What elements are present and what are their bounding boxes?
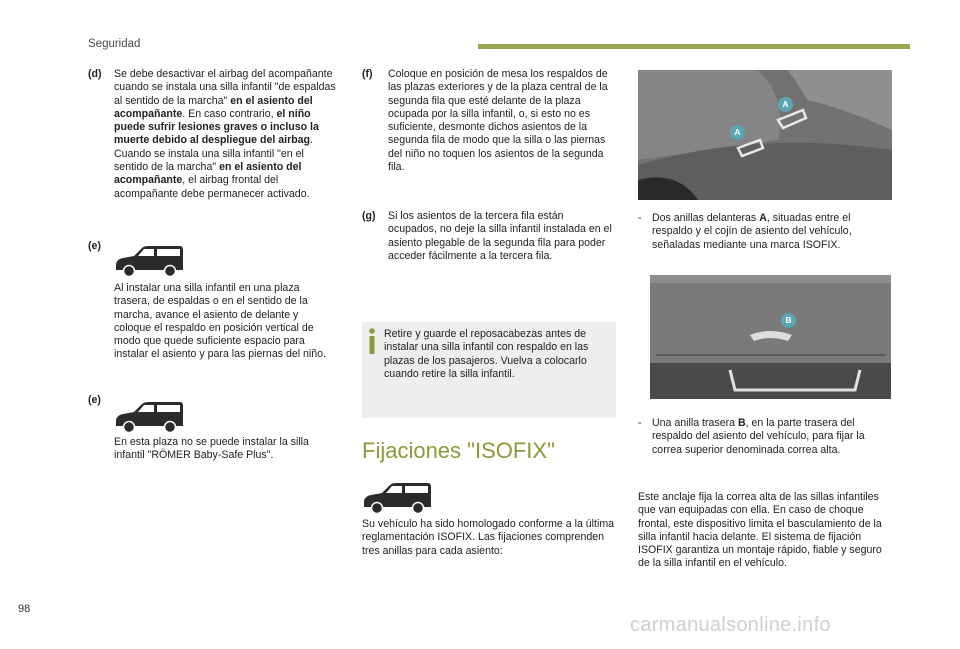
item-f-label: (f) <box>362 68 373 80</box>
info-box <box>362 322 616 418</box>
item-f-text: Coloque en posición de mesa los respaldos de las plazas exteriores y de la plaza central de la segunda fila que esté delante de la plaza ocupada por la silla infantil, o, si esto no es suficiente, desmonte dichos asientos de la segunda fila de modo que la silla o las piernas del niño no toquen los asientos de la segunda fila. <box>388 68 608 174</box>
car-icon <box>114 400 184 434</box>
seat-photo-graphic <box>650 275 891 399</box>
item-e2 <box>88 394 338 474</box>
info-text: Retire y guarde el reposacabezas antes de instalar una silla infantil con respaldo en las plazas de los pasajeros. Vuelva a colocarlo cuando retire la silla infantil. <box>384 328 589 380</box>
anchor-item-b-text: Una anilla trasera B, en la parte trasera del respaldo del asiento del vehículo, para fijar la correa superior denominada correa alta. <box>652 417 865 456</box>
badge-b: B <box>781 313 796 328</box>
seat-photo-graphic <box>638 70 892 200</box>
item-d <box>88 68 338 228</box>
item-e2-text: En esta plaza no se puede instalar la silla infantil "RÖMER Baby-Safe Plus". <box>114 436 309 462</box>
section-title: Seguridad <box>88 38 141 50</box>
info-icon <box>368 328 376 354</box>
page-number: 98 <box>18 603 31 615</box>
header-bar <box>478 44 910 49</box>
item-e1-label: (e) <box>88 240 101 252</box>
anchor-item-a-text: Dos anillas delanteras A, situadas entre el respaldo y el cojín de asiento del vehículo, señaladas mediante una marca ISOFIX. <box>652 212 852 251</box>
badge-a: A <box>730 125 745 140</box>
item-e1-text: Al instalar una silla infantil en una plaza trasera, de espaldas o en el sentido de la marcha, avance el asiento de delante y coloque el respaldo en posición vertical de modo que quede suficiente espacio para instalar el asiento y para las piernas del niño. <box>114 282 326 361</box>
photo-front-anchors <box>638 70 892 200</box>
item-g-text: Si los asientos de la tercera fila están ocupados, no deje la silla infantil instalada en el asiento plegable de la segunda fila para poder acceder fácilmente a la tercera fila. <box>388 210 612 262</box>
item-e1 <box>88 240 338 380</box>
item-f <box>362 68 618 218</box>
isofix-heading: Fijaciones "ISOFIX" <box>362 438 555 463</box>
item-e2-label: (e) <box>88 394 101 406</box>
photo-rear-anchor <box>650 275 891 399</box>
item-g <box>362 210 618 290</box>
watermark: carmanualsonline.info <box>630 614 831 636</box>
badge-a: A <box>778 97 793 112</box>
anchor-description: Este anclaje fija la correa alta de las sillas infantiles que van equipadas con ella. En caso de choque frontal, este dispositivo limita el basculamiento de la silla infantil hacia delante. El sistema de fijación ISOFIX garantiza un montaje rápido, fiable y seguro de la silla infantil en el vehículo. <box>638 491 882 570</box>
car-icon <box>362 481 432 515</box>
isofix-text: Su vehículo ha sido homologado conforme a la última reglamentación ISOFIX. Las fijaciones comprenden tres anillas para cada asiento: <box>362 518 615 557</box>
car-icon <box>114 244 184 278</box>
item-d-label: (d) <box>88 68 102 80</box>
item-g-label: (g) <box>362 210 376 222</box>
anchor-item-a: - Dos anillas delanteras A, situadas entre el respaldo y el cojín de asiento del vehículo, señaladas mediante una marca ISOFIX. <box>638 212 894 256</box>
item-d-text: Se debe desactivar el airbag del acompañante cuando se instala una silla infantil "de espaldas al sentido de la marcha" en el asiento del acompañante. En caso contrario, el niño puede sufrir lesiones graves o incluso la muerte debido al despliegue del airbag. Cuando se instala una silla infantil "en el sentido de la marcha" en el asiento del acompañante, el airbag frontal del acompañante debe permanecer activado. <box>114 68 336 200</box>
anchor-item-b: - Una anilla trasera B, en la parte trasera del respaldo del asiento del vehículo, para fijar la correa superior denominada correa alta. <box>638 417 894 461</box>
